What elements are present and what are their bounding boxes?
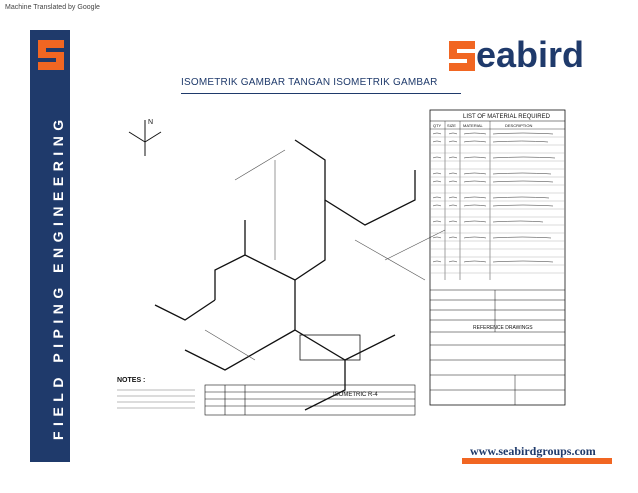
website-link[interactable]: www.seabirdgroups.com: [470, 444, 596, 458]
page-title: ISOMETRIK GAMBAR TANGAN ISOMETRIK GAMBAR: [181, 77, 438, 88]
s-logo-icon: [34, 36, 68, 74]
material-list-heading: LIST OF MATERIAL REQUIRED: [463, 114, 550, 120]
machine-translated-note: Machine Translated by Google: [5, 4, 100, 11]
isometric-drawing: [95, 100, 575, 430]
notes-heading: NOTES :: [117, 377, 146, 384]
brand-name: eabird: [476, 34, 585, 75]
pipe-runs: [155, 140, 415, 410]
revision-block: [205, 385, 415, 415]
north-label: N: [148, 119, 154, 126]
col-material: MATERIAL: [463, 123, 483, 128]
sidebar-vertical-text: FIELD PIPING ENGINEERING: [50, 114, 66, 440]
col-size: SIZE: [447, 123, 456, 128]
title-underline: [181, 93, 461, 94]
col-description: DESCRIPTION: [505, 123, 533, 128]
col-qty: QTY: [433, 123, 442, 128]
reference-drawings-heading: REFERENCE DRAWINGS: [473, 325, 533, 331]
brand-s-icon: [446, 38, 478, 74]
north-arrow-icon: [129, 119, 161, 156]
url-accent-bar: [462, 458, 612, 464]
material-list-table: [430, 110, 565, 405]
brand-logo: [446, 34, 612, 80]
sidebar: [30, 30, 70, 462]
iso-label: ISOMETRIC R-4: [333, 392, 378, 398]
